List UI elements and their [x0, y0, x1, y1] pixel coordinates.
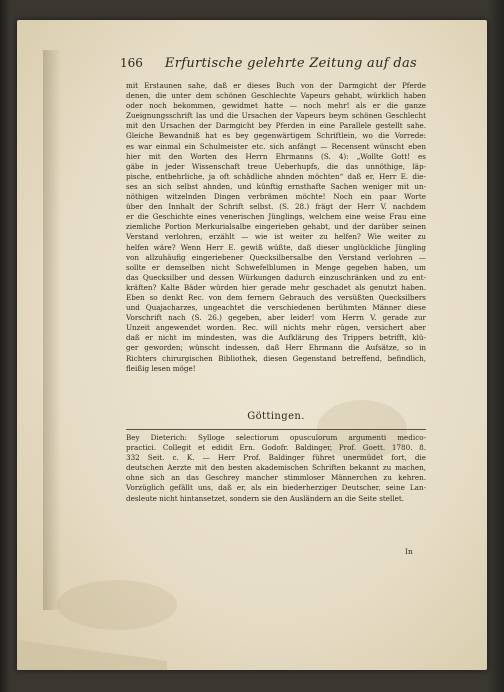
text-line: practici. Collegit et edidit Ern. Godofr. Baldinger, Prof. Goett. 1780. 8. — [126, 443, 426, 453]
text-line: er die Geschichte eines venerischen Jünglings, welchem eine weise Frau eine — [126, 212, 426, 222]
text-line: hier mit den Worten des Herrn Ehrmanns (S. 4): „Wollte Gott! es — [126, 151, 426, 161]
review-paragraph — [126, 81, 426, 374]
text-line: Richters chirurgischen Bibliothek, diesen Gegenstand betreffend, befindlich, — [126, 353, 426, 363]
text-line: Vorschrift nach (S. 26.) gegeben, aber leider! vom Herrn V. gerade zur — [126, 313, 426, 323]
text-line: fleißig lesen möge! — [126, 363, 196, 373]
text-line: helfen wäre? Wenn Herr E. gewiß wüßte, daß dieser unglückliche Jüngling — [126, 242, 426, 252]
text-line: ohne sich an das Geschrey mancher stimmloser Männerchen zu kehren. — [126, 473, 426, 483]
text-line: sollte er demselben nicht Schwefelblumen in Menge gegeben haben, um — [126, 262, 426, 272]
text-line: von allzuhäufig eingeriebener Quecksilbersalbe den Verstand verlohren — — [126, 252, 426, 262]
text-line: Zueignungsschrift las und die Ursachen der Vapeurs beym schönen Geschlecht — [126, 111, 426, 121]
text-line: Vorzüglich gefällt uns, daß er, als ein biederherziger Deutscher, seine Lan- — [126, 483, 426, 493]
text-line: mit Erstaunen sahe, daß er dieses Buch von der Darmgicht der Pferde — [126, 81, 426, 90]
torn-corner — [17, 640, 167, 670]
text-line: Unzeit angewendet worden. Rec. will nichts mehr rügen, versichert aber — [126, 323, 426, 333]
text-line: deutschen Aerzte mit den besten akademischen Schriften bekannt zu machen, — [126, 463, 426, 473]
text-line: und Quajacharzes, ungeachtet die verschiedenen berühmten Männer diese — [126, 303, 426, 313]
book-notice-paragraph — [126, 433, 426, 504]
text-line: nöthigen witzelnden Dingen verbrämen möchte! Noch ein paar Worte — [126, 192, 426, 202]
text-line: ger geworden; wünscht indessen, daß Herr Ehrmann die Aufsätze, so in — [126, 343, 426, 353]
text-line: desleute nicht hintansetzet, sondern sie den Ausländern an die Seite stellet. — [126, 493, 405, 503]
text-line: gäbe in jeder Wissenschaft treue Ueberhupfs, die das unnöthige, läp- — [126, 161, 426, 171]
text-line: Verstand verlohren, erzählt — wie ist weiter zu helfen? Wie weiter zu — [126, 232, 426, 242]
text-line: das Quecksilber und dessen Würkungen dadurch einzuschränken und zu ent- — [126, 272, 426, 282]
text-line: Gleiche Bewandniß hat es bey gegenwärtigem Schriftlein, wo die Vorrede: — [126, 131, 426, 141]
text-line: Eben so denkt Rec. von dem fernern Gebrauch des versüßten Quecksilbers — [126, 292, 426, 302]
section-heading: Göttingen. — [247, 411, 305, 422]
text-line: kräften? Kalte Bäder würden hier gerade mehr geschadet als genutzt haben. — [126, 282, 426, 292]
text-line: pische, entbehrliche, ja oft schädliche ahnden möchten“ daß er, Herr E. die- — [126, 171, 426, 181]
page-header — [120, 56, 440, 80]
text-line: über den Innhalt der Schrift selbst. (S. 28.) frägt der Herr V. nachdem — [126, 202, 426, 212]
text-line: Bey Dieterich: Sylloge selectiorum opusculorum argumenti medico- — [126, 433, 426, 442]
text-line: 332 Seit. c. K. — Herr Prof. Baldinger führet unermüdet fort, die — [126, 453, 426, 463]
section-rule — [126, 429, 426, 430]
text-line: oder noch bekommen, gewidmet hatte — noch mehr! als er die ganze — [126, 101, 426, 111]
paper-stain — [57, 580, 177, 630]
text-line: ses an sich selbst ahnden, und künftig ernsthafte Sachen weniger mit un- — [126, 181, 426, 191]
text-line: daß er nicht im mindesten, was die Aufklärung des Trippers betrifft, klü- — [126, 333, 426, 343]
page-number: 166 — [120, 56, 143, 70]
page-fold-shadow — [43, 50, 61, 610]
text-line: mit den Ursachen der Darmgicht bey Pferden in eine Parallele gestellt sahe. — [126, 121, 426, 131]
catchword: In — [405, 547, 413, 556]
text-line: ziemliche Portion Merkurialsalbe eingerieben gehabt, und der darüber seinen — [126, 222, 426, 232]
text-line: es war einmal ein Schulmeister etc. sich anfängt — Recensent wünscht eben — [126, 141, 426, 151]
running-title: Erfurtische gelehrte Zeitung auf das — [164, 56, 417, 71]
text-line: denen, die unter dem schönen Geschlechte Vapeurs gehabt, würklich haben — [126, 91, 426, 101]
